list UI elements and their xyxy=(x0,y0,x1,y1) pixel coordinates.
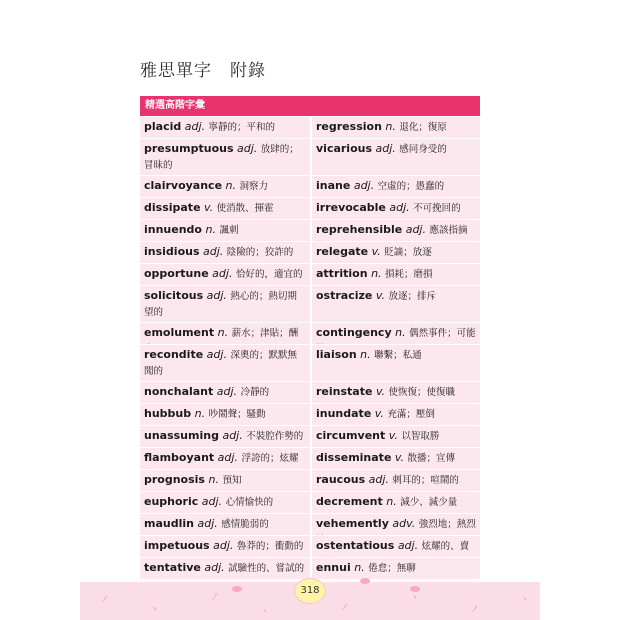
table-row xyxy=(140,558,480,579)
definition: 炫耀的、賣 xyxy=(421,541,470,552)
part-of-speech: n. xyxy=(354,561,365,574)
part-of-speech: adv. xyxy=(392,517,416,530)
vocab-entry xyxy=(310,345,480,381)
vocab-entry xyxy=(310,139,480,175)
definition: 聯繫；私通 xyxy=(374,350,422,361)
definition: 減少、減少量 xyxy=(400,497,458,508)
vocab-entry xyxy=(140,176,310,197)
definition: 放肆的；冒昧的 xyxy=(144,144,299,171)
vocab-word: relegate xyxy=(316,245,369,258)
table-row xyxy=(140,286,480,322)
vocab-entry xyxy=(310,448,480,469)
vocab-entry xyxy=(140,242,310,263)
table-body xyxy=(140,117,480,579)
definition: 應該指摘 xyxy=(429,225,468,236)
table-row xyxy=(140,345,480,381)
part-of-speech: adj. xyxy=(217,451,238,464)
vocab-entry xyxy=(140,345,310,381)
table-row xyxy=(140,264,480,285)
vocab-word: ostracize xyxy=(316,289,373,302)
part-of-speech: n. xyxy=(208,473,219,486)
vocab-entry xyxy=(140,198,310,219)
vocab-word: presumptuous xyxy=(144,142,234,155)
definition: 不裝腔作勢的 xyxy=(246,431,304,442)
vocab-entry xyxy=(140,117,310,138)
part-of-speech: adj. xyxy=(203,245,224,258)
decor-squiggle: ヽ xyxy=(520,595,530,605)
part-of-speech: n. xyxy=(217,326,229,339)
vocab-entry xyxy=(310,264,480,285)
definition: 吵鬧聲；騷動 xyxy=(208,409,266,420)
definition: 感同身受的 xyxy=(399,144,447,155)
part-of-speech: adj. xyxy=(184,120,206,133)
part-of-speech: v. xyxy=(371,245,381,258)
definition: 刺耳的；喧鬧的 xyxy=(392,475,459,486)
table-row xyxy=(140,323,480,344)
vocab-entry xyxy=(140,514,310,535)
table-row xyxy=(140,448,480,469)
table-row xyxy=(140,198,480,219)
vocab-word: circumvent xyxy=(316,429,386,442)
definition: 心情愉快的 xyxy=(225,497,274,508)
vocab-entry xyxy=(310,117,480,138)
vocab-word: hubbub xyxy=(144,407,192,420)
vocab-entry xyxy=(310,220,480,241)
part-of-speech: v. xyxy=(204,201,214,214)
vocab-entry xyxy=(310,404,480,425)
part-of-speech: adj. xyxy=(213,539,234,552)
definition: 陰險的；狡詐的 xyxy=(226,247,294,258)
vocab-word: clairvoyance xyxy=(144,179,223,192)
vocab-entry xyxy=(140,139,310,175)
decor-squiggle: ノ xyxy=(100,595,110,605)
vocab-entry xyxy=(140,426,310,447)
vocab-entry xyxy=(140,470,310,491)
definition: 寧靜的；平和的 xyxy=(208,122,276,133)
table-row xyxy=(140,404,480,425)
definition: 偶然事件；可能 xyxy=(409,328,476,339)
vocab-word: unassuming xyxy=(144,429,219,442)
decor-squiggle: ノ xyxy=(340,603,350,613)
table-row xyxy=(140,536,480,557)
vocab-entry xyxy=(140,558,310,579)
definition: 強烈地；熱烈 xyxy=(418,519,476,530)
definition: 薪水；津貼；酬 xyxy=(231,328,299,339)
part-of-speech: v. xyxy=(374,407,384,420)
definition: 以智取勝 xyxy=(401,431,440,442)
vocab-word: decrement xyxy=(316,495,383,508)
vocabulary-table xyxy=(140,96,480,579)
vocab-entry xyxy=(140,382,310,403)
definition: 恰好的，適宜的 xyxy=(235,269,303,280)
vocab-entry xyxy=(140,264,310,285)
petal-icon xyxy=(410,586,420,592)
vocab-word: prognosis xyxy=(144,473,205,486)
vocab-word: innuendo xyxy=(144,223,202,236)
part-of-speech: n. xyxy=(386,495,397,508)
vocab-word: impetuous xyxy=(144,539,210,552)
vocab-word: opportune xyxy=(144,267,209,280)
part-of-speech: adj. xyxy=(375,142,396,155)
decor-squiggle: ヽ xyxy=(260,607,270,617)
vocab-entry xyxy=(310,514,480,535)
vocab-word: vehemently xyxy=(316,517,389,530)
part-of-speech: adj. xyxy=(222,429,243,442)
part-of-speech: adj. xyxy=(397,539,419,552)
vocab-entry xyxy=(310,382,480,403)
definition: 試驗性的、嘗試的 xyxy=(228,563,305,574)
vocab-entry xyxy=(310,323,480,344)
definition: 魯莽的；衝動的 xyxy=(236,541,304,552)
definition: 熱心的；熱切期望的 xyxy=(144,291,297,318)
vocab-word: flamboyant xyxy=(144,451,215,464)
definition: 倦怠；無聊 xyxy=(368,563,416,574)
definition: 深奧的；默默無聞的 xyxy=(144,350,297,377)
vocab-word: maudlin xyxy=(144,517,194,530)
part-of-speech: adj. xyxy=(206,348,227,361)
definition: 貶謫；放逐 xyxy=(384,247,432,258)
vocab-word: reprehensible xyxy=(316,223,403,236)
part-of-speech: adj. xyxy=(206,289,227,302)
part-of-speech: adj. xyxy=(389,201,410,214)
vocab-word: dissipate xyxy=(144,201,201,214)
definition: 空虛的；愚蠢的 xyxy=(377,181,445,192)
vocab-word: raucous xyxy=(316,473,366,486)
vocab-entry xyxy=(310,492,480,513)
vocab-word: reinstate xyxy=(316,385,373,398)
vocab-entry xyxy=(140,323,310,344)
vocab-word: euphoric xyxy=(144,495,199,508)
definition: 散播；宣傳 xyxy=(407,453,456,464)
decor-squiggle: ノ xyxy=(210,593,220,603)
vocab-word: tentative xyxy=(144,561,201,574)
vocab-entry xyxy=(310,558,480,579)
page-number: 318 xyxy=(294,578,326,604)
vocab-word: inane xyxy=(316,179,351,192)
vocab-word: emolument xyxy=(144,326,215,339)
vocab-word: inundate xyxy=(316,407,372,420)
decor-squiggle: ヽ xyxy=(150,605,160,615)
vocab-word: regression xyxy=(316,120,382,133)
table-row xyxy=(140,514,480,535)
table-row xyxy=(140,242,480,263)
definition: 感情脆弱的 xyxy=(221,519,269,530)
petal-icon xyxy=(360,578,370,584)
part-of-speech: n. xyxy=(194,407,206,420)
vocab-entry xyxy=(140,448,310,469)
table-row xyxy=(140,492,480,513)
vocab-word: attrition xyxy=(316,267,368,280)
part-of-speech: adj. xyxy=(212,267,233,280)
part-of-speech: adj. xyxy=(237,142,258,155)
vocab-entry xyxy=(140,286,310,322)
table-row xyxy=(140,426,480,447)
vocab-word: irrevocable xyxy=(316,201,386,214)
vocab-entry xyxy=(310,470,480,491)
vocab-word: disseminate xyxy=(316,451,392,464)
vocab-entry xyxy=(140,404,310,425)
vocab-entry xyxy=(310,286,480,322)
part-of-speech: n. xyxy=(205,223,216,236)
definition: 損耗；磨損 xyxy=(385,269,433,280)
table-row xyxy=(140,220,480,241)
vocab-word: ennui xyxy=(316,561,351,574)
table-row xyxy=(140,139,480,175)
part-of-speech: v. xyxy=(375,385,386,398)
part-of-speech: adj. xyxy=(204,561,225,574)
vocab-entry xyxy=(310,426,480,447)
part-of-speech: adj. xyxy=(216,385,238,398)
decor-squiggle: ヽ xyxy=(410,593,420,603)
part-of-speech: adj. xyxy=(353,179,375,192)
vocab-word: placid xyxy=(144,120,182,133)
vocab-entry xyxy=(310,198,480,219)
table-row xyxy=(140,382,480,403)
vocab-word: recondite xyxy=(144,348,204,361)
part-of-speech: n. xyxy=(395,326,406,339)
vocab-word: insidious xyxy=(144,245,200,258)
definition: 冷靜的 xyxy=(240,387,270,398)
part-of-speech: v. xyxy=(394,451,405,464)
part-of-speech: n. xyxy=(371,267,382,280)
table-header: 精選高階字彙 xyxy=(140,96,480,116)
page-title: 雅思單字 附錄 xyxy=(140,61,266,81)
definition: 不可挽回的 xyxy=(413,203,461,214)
vocab-word: contingency xyxy=(316,326,392,339)
vocab-entry xyxy=(310,176,480,197)
definition: 充滿；壓倒 xyxy=(387,409,435,420)
part-of-speech: v. xyxy=(375,289,385,302)
part-of-speech: adj. xyxy=(368,473,389,486)
part-of-speech: v. xyxy=(388,429,398,442)
part-of-speech: adj. xyxy=(197,517,218,530)
definition: 退化；復原 xyxy=(399,122,447,133)
part-of-speech: n. xyxy=(360,348,371,361)
vocab-entry xyxy=(140,220,310,241)
definition: 使消散、揮霍 xyxy=(216,203,274,214)
part-of-speech: adj. xyxy=(201,495,223,508)
part-of-speech: n. xyxy=(225,179,237,192)
table-row xyxy=(140,117,480,138)
definition: 放逐；排斥 xyxy=(388,291,436,302)
vocab-word: nonchalant xyxy=(144,385,214,398)
vocab-word: vicarious xyxy=(316,142,373,155)
definition: 使恢復；使復職 xyxy=(388,387,456,398)
vocab-word: ostentatious xyxy=(316,539,395,552)
part-of-speech: adj. xyxy=(405,223,426,236)
vocab-entry xyxy=(140,492,310,513)
definition: 浮誇的；炫耀 xyxy=(241,453,299,464)
definition: 洞察力 xyxy=(239,181,269,192)
decor-squiggle: ノ xyxy=(470,605,480,615)
petal-icon xyxy=(232,586,242,592)
definition: 諷刺 xyxy=(219,225,239,236)
table-row xyxy=(140,470,480,491)
table-row xyxy=(140,176,480,197)
vocab-word: solicitous xyxy=(144,289,204,302)
vocab-entry xyxy=(140,536,310,557)
vocab-word: liaison xyxy=(316,348,357,361)
vocab-entry xyxy=(310,242,480,263)
vocab-entry xyxy=(310,536,480,557)
definition: 預知 xyxy=(222,475,242,486)
part-of-speech: n. xyxy=(385,120,396,133)
